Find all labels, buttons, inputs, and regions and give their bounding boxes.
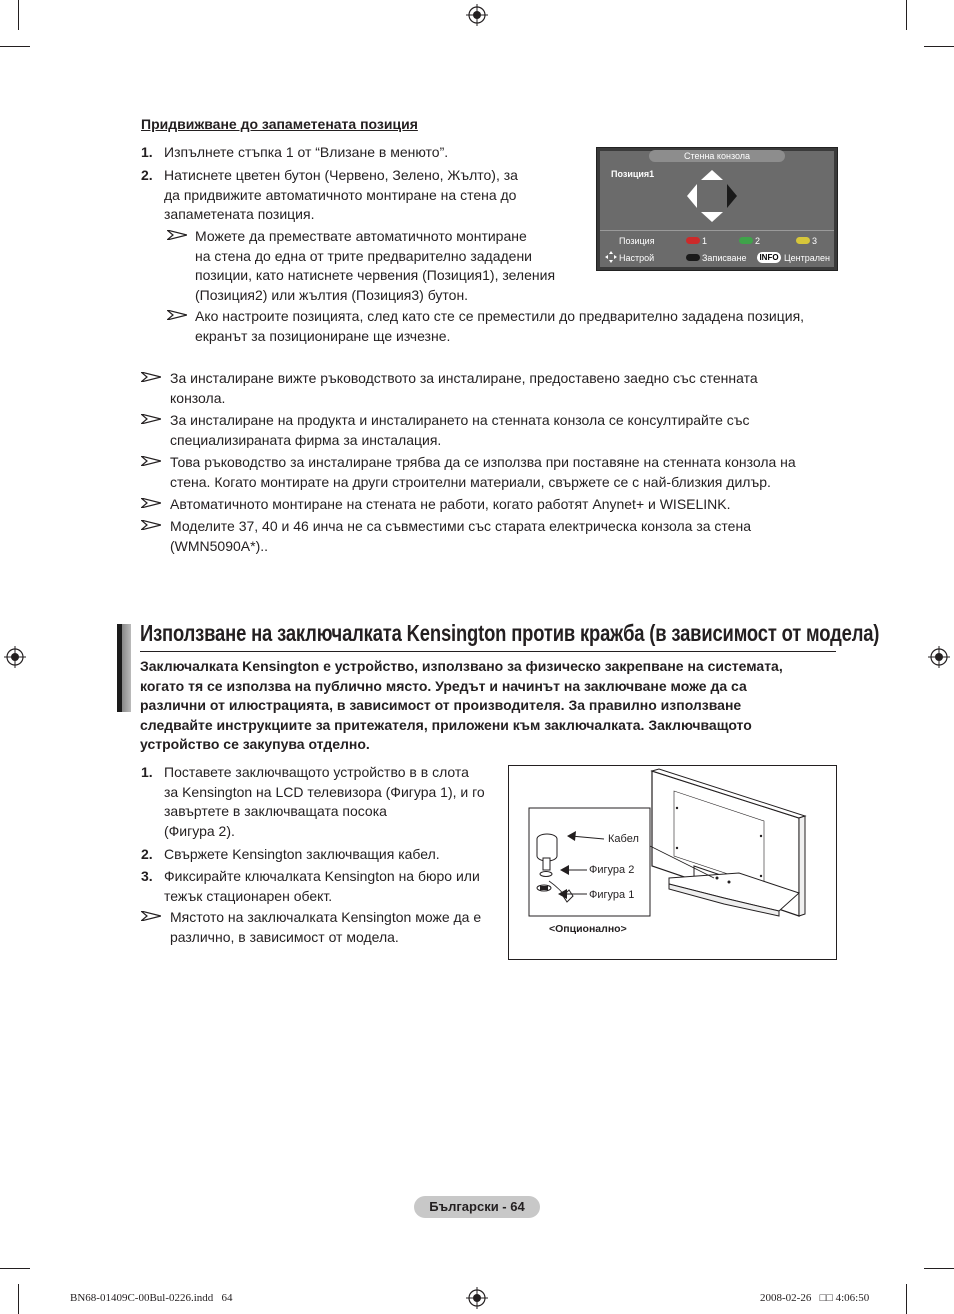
note-arrow-icon bbox=[167, 230, 187, 240]
section-intro: Заключалката Kensington е устройство, използвано за физическо закрепване на системата, когато тя се използва на публично място. Уредът и начинът на заключване може да са различни от илюстрацията, в зависимост от производителя. За правилно използване следвайте инструкциите за притежателя, приложени към заключалката. Заключващото устройство се закупува отделно. bbox=[140, 658, 783, 752]
note-text: Това ръководство за инсталиране трябва да се използва при поставяне на стенната конзола на стена. Когато монтирате на други строителни материали, свържете се с най-близкия дилър. bbox=[170, 454, 796, 490]
note-text: Моделите 37, 40 и 46 инча не са съвместими със старата електрическа конзола за стена (WMN5090A*).. bbox=[170, 518, 751, 554]
step-text: Фиксирайте ключалката Kensington на бюро или тежък стационарен обект. bbox=[164, 868, 480, 904]
note-arrow-icon bbox=[141, 414, 161, 424]
step-number: 1. bbox=[141, 764, 153, 780]
note-arrow-icon bbox=[141, 498, 161, 508]
note-text: За инсталиране на продукта и инсталирането на стенната конзола се консултирайте със специализираната фирма за инсталация. bbox=[170, 412, 750, 448]
figure-1-label: Фигура 1 bbox=[589, 889, 635, 901]
info-badge: INFO bbox=[757, 252, 781, 263]
step-text: Поставете заключващото устройство в в слота за Kensington на LCD телевизора (Фигура 1), и го завъртете в заключващата посока (Фигура 2). bbox=[164, 764, 485, 839]
registration-mark-icon bbox=[466, 4, 488, 26]
save-button-icon bbox=[686, 254, 700, 261]
date-time: 2008-02-26 □□ 4:06:50 bbox=[760, 1292, 870, 1304]
note-arrow-icon bbox=[141, 911, 161, 921]
step-number: 2. bbox=[141, 167, 153, 183]
optional-label: <Опционално> bbox=[549, 923, 627, 935]
crop-mark bbox=[924, 46, 954, 47]
osd-adjust-label: Настрой bbox=[619, 253, 655, 263]
crop-mark bbox=[0, 1268, 30, 1269]
figure-2-label: Фигура 2 bbox=[589, 864, 635, 876]
osd-center-label: Централен bbox=[784, 253, 830, 263]
file-info: BN68-01409C-00Bul-0226.indd 64 bbox=[70, 1292, 233, 1304]
step-text: Изпълнете стъпка 1 от “Влизане в менюто”. bbox=[164, 144, 449, 160]
note-text: Автоматичното монтиране на стената не работи, когато работят Anynet+ и WISELINK. bbox=[170, 496, 731, 512]
wall-mount-osd: Стенна конзола Позиция1 Позиция 1 2 3 Настрой Записване INFO Централен bbox=[596, 147, 838, 271]
registration-mark-icon bbox=[928, 646, 950, 668]
osd-position-label: Позиция1 bbox=[611, 169, 655, 179]
subsection-heading: Придвижване до запаметената позиция bbox=[141, 116, 418, 132]
note-text: За инсталиране вижте ръководството за инсталиране, предоставено заедно със стенната конзола. bbox=[170, 370, 758, 406]
crop-mark bbox=[906, 0, 907, 30]
note-arrow-icon bbox=[167, 310, 187, 320]
kensington-figure bbox=[508, 765, 837, 960]
note-arrow-icon bbox=[141, 456, 161, 466]
crop-mark bbox=[18, 1284, 19, 1314]
step-number: 1. bbox=[141, 144, 153, 160]
note-arrow-icon bbox=[141, 520, 161, 530]
green-button-icon bbox=[739, 237, 753, 244]
section-marker-bar bbox=[117, 624, 131, 712]
registration-mark-icon bbox=[4, 646, 26, 668]
osd-title: Стенна конзола bbox=[683, 151, 751, 161]
crop-mark bbox=[924, 1268, 954, 1269]
red-button-icon bbox=[686, 237, 700, 244]
step-text: Натиснете цветен бутон (Червено, Зелено, Жълто), за да придвижите автоматичното монтиране на стена до запаметената позиция. bbox=[164, 167, 518, 222]
osd-row-label: Позиция bbox=[619, 236, 655, 246]
crop-mark bbox=[906, 1284, 907, 1314]
step-text: Свържете Kensington заключващия кабел. bbox=[164, 846, 440, 862]
crop-mark bbox=[18, 0, 19, 30]
section-title: Използване на заключалката Kensington против кражба (в зависимост от модела) bbox=[140, 620, 880, 646]
section-divider bbox=[140, 651, 836, 652]
note-text: Мястото на заключалката Kensington може да е различно, в зависимост от модела. bbox=[170, 909, 482, 945]
step-number: 3. bbox=[141, 868, 153, 884]
step-number: 2. bbox=[141, 846, 153, 862]
registration-mark-icon bbox=[466, 1287, 488, 1309]
note-text: Ако настроите позицията, след като сте се преместили до предварително зададена позиция, екранът за позициониране ще изчезне. bbox=[195, 308, 805, 344]
move-icon bbox=[605, 251, 617, 263]
note-text: Можете да премествате автоматичното монтиране на стена до една от трите предварително зададени позиции, като натиснете червения (Позиция1), зеления (Позиция2) или жълтия (Позиция3) бутон. bbox=[195, 228, 556, 303]
note-arrow-icon bbox=[141, 372, 161, 382]
page-number-badge: Български - 64 bbox=[414, 1196, 540, 1218]
direction-arrows-icon bbox=[685, 168, 739, 224]
yellow-button-icon bbox=[796, 237, 810, 244]
crop-mark bbox=[0, 46, 30, 47]
osd-save-label: Записване bbox=[702, 253, 747, 263]
cable-label: Кабел bbox=[608, 833, 639, 845]
